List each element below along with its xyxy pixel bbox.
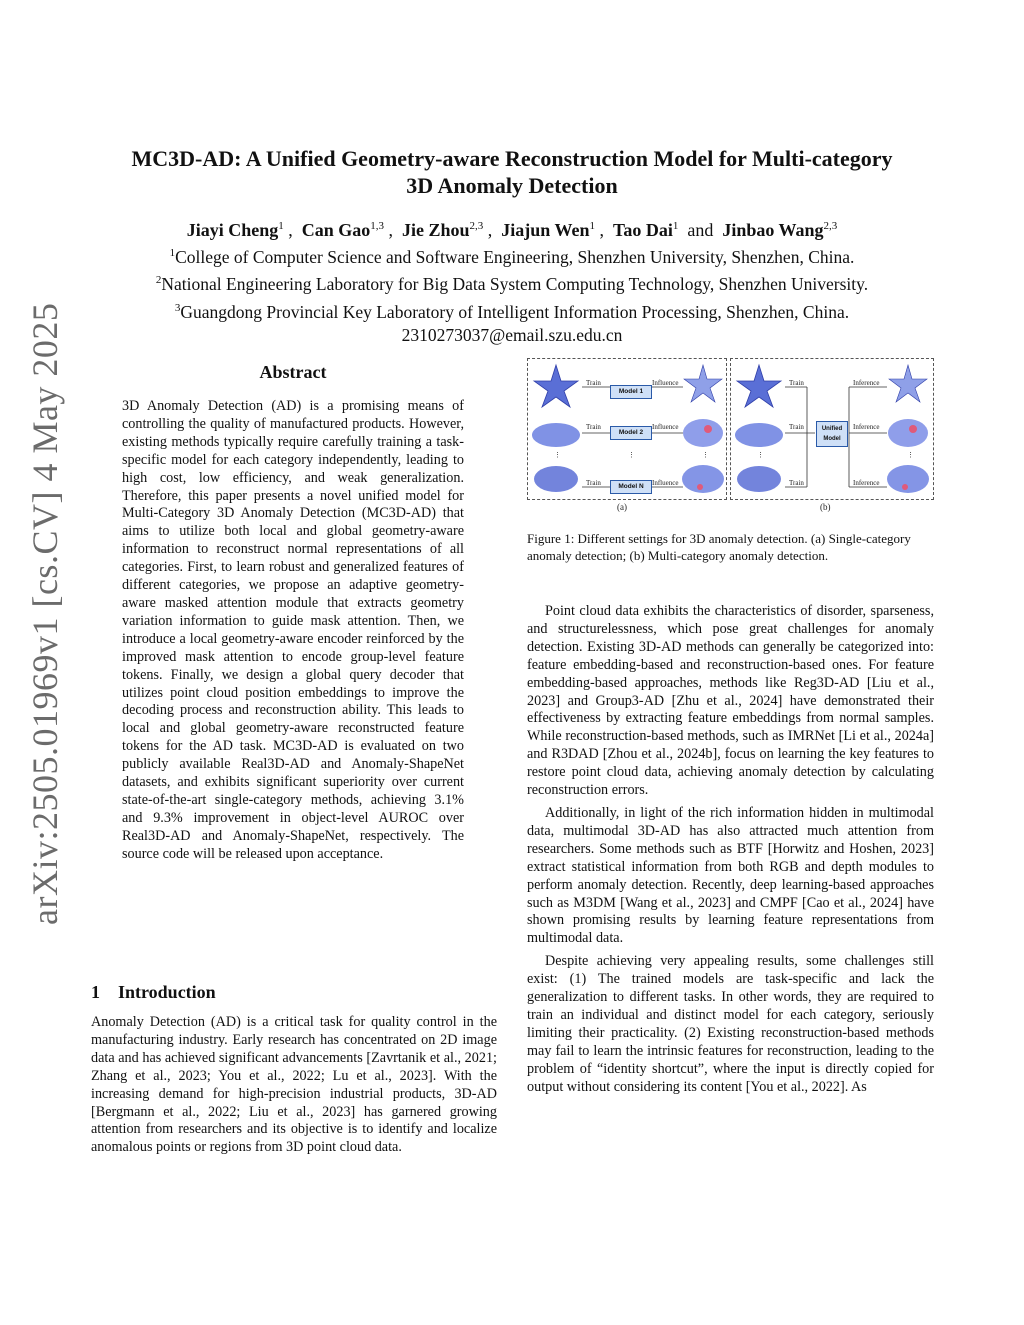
author-and: and [687, 220, 714, 240]
author-name: Jinbao Wang [722, 220, 824, 240]
affiliation-text: National Engineering Laboratory for Big Data System Computing Technology, Shenzhen University. [161, 274, 869, 295]
point-cloud-shape [682, 465, 724, 493]
anomaly-spot [909, 425, 917, 433]
influence-label: Influence [652, 479, 679, 487]
author-sup: 1 [278, 220, 284, 232]
body-paragraph: Additionally, in light of the rich information hidden in multimodal data, multimodal 3D-AD has also attracted much attention from researchers. Some methods such as BTF [Horwitz and Hoshen, 2023] extract statistical information from both RGB and depth modules to perform anomaly detection. Recently, deep learning-based approaches such as M3DM [Wang et al., 2023] and CMPF [Cao et al., 2024] have shown promising results by learning feature representations from multimodal data. [527, 804, 934, 947]
body-paragraph: Despite achieving very appealing results, some challenges still exist: (1) The trained models are task-specific and lack the generalization to different tasks. In other words, they are required to train an individual and distinct model for each category, seriously limiting their practicality. (2) Existing reconstruction-based methods may fail to learn the intrinsic features for reconstruction, leading to the problem of “identity shortcut”, where the input is directly copied for output without considering its content [You et al., 2022]. As [527, 953, 934, 1095]
ellipsis: ⋮ [757, 451, 764, 459]
train-label: Train [789, 379, 804, 387]
figure-panel-a [527, 358, 727, 500]
point-cloud-shape [888, 419, 928, 447]
point-cloud-shape [737, 466, 781, 492]
section-heading [91, 982, 234, 1003]
title-line-2: 3D Anomaly Detection [406, 173, 618, 198]
ellipsis: ⋮ [554, 451, 561, 459]
affiliation-text: Guangdong Provincial Key Laboratory of Intelligent Information Processing, Shenzhen, China. [180, 301, 850, 322]
point-cloud-shape [887, 465, 929, 493]
abstract-text: 3D Anomaly Detection (AD) is a promising means of controlling the quality of manufactured products. However, existing methods typically require carefully training a task-specific model for each category independently, leading to high cost, low efficiency, and weak generalization. Therefore, this paper presents a novel unified model for Multi-Category 3D Anomaly Detection (MC3D-AD) that aims to utilize both local and global geometry-aware information to reconstruct normal representations of all categories. First, to learn robust and generalized features of different categories, we propose an adaptive geometry-aware masked attention module that extracts geometry variation information to guide mask attention. Then, we introduce a local geometry-aware encoder reinforced by the improved mask attention to encode group-level feature tokens. Finally, we design a global query decoder that utilizes point cloud position embeddings to improve the decoding process and reconstruction ability. This leads to local and global geometry-aware reconstructed feature tokens for the AD task. MC3D-AD is evaluated on two publicly available Real3D-AD and Anomaly-ShapeNet datasets, and exhibits significant superiority over current state-of-the-art single-category methods, achieving 3.1% and 9.3% improvement in object-level AUROC over Real3D-AD and Anomaly-ShapeNet, respectively. The source code will be released upon acceptance. [122, 398, 464, 862]
affiliation-text: College of Computer Science and Software Engineering, Shenzhen University, Shenzhen, China. [175, 246, 855, 267]
author-sup: 2,3 [823, 220, 838, 232]
figure-1 [527, 358, 934, 516]
star-shape [534, 365, 578, 407]
inference-label: Inference [853, 479, 880, 487]
author-name: Can Gao [301, 220, 371, 240]
unified-label: Unified [821, 426, 843, 432]
author-name: Jiajun Wen [501, 220, 590, 240]
affiliation-sup: 3 [174, 301, 181, 314]
model-1-box: Model 1 [610, 385, 652, 399]
author-email: 2310273037@email.szu.edu.cn [401, 324, 623, 345]
title-line-1: MC3D-AD: A Unified Geometry-aware Reconstruction Model for Multi-category [131, 146, 893, 171]
unified-label: Model [823, 436, 841, 442]
model-n-box: Model N [610, 480, 652, 494]
affiliations [80, 242, 944, 347]
figure-caption: Figure 1: Different settings for 3D anomaly detection. (a) Single-category anomaly detection; (b) Multi-category anomaly detection. [527, 531, 911, 563]
affiliation-sup: 1 [169, 247, 176, 259]
point-cloud-shape [532, 423, 580, 447]
inference-label: Inference [853, 379, 880, 387]
star-shape [737, 365, 781, 407]
anomaly-spot [902, 484, 908, 490]
figure-panel-b [730, 358, 934, 500]
affiliation [80, 269, 944, 296]
arxiv-identifier: arXiv:2505.01969v1 [cs.CV] 4 May 2025 [25, 302, 65, 925]
right-column [527, 603, 934, 1101]
star-shape [889, 365, 927, 402]
author-sup: 2,3 [469, 220, 484, 232]
affiliation-sup: 2 [155, 274, 162, 287]
ellipsis: ⋮ [702, 451, 709, 459]
author-sup: 1 [672, 220, 679, 232]
point-cloud-shape [683, 419, 723, 447]
ellipsis: ⋮ [907, 451, 914, 459]
anomaly-spot [704, 425, 712, 433]
train-label: Train [789, 423, 804, 431]
influence-label: Influence [652, 379, 679, 387]
abstract-heading: Abstract [259, 362, 327, 382]
affiliation [80, 297, 944, 324]
author-name: Jiayi Cheng [186, 220, 279, 240]
author-name: Tao Dai [612, 220, 673, 240]
panel-a-label: (a) [617, 502, 627, 512]
author-name: Jie Zhou [401, 220, 470, 240]
star-shape [684, 365, 722, 402]
train-label: Train [789, 479, 804, 487]
author-sup: 1,3 [370, 220, 384, 232]
panel-b-label: (b) [820, 502, 831, 512]
point-cloud-shape [735, 423, 783, 447]
paper-title [80, 145, 944, 199]
author-sup: 1 [589, 220, 595, 232]
model-2-box: Model 2 [610, 426, 652, 440]
train-label: Train [586, 379, 601, 387]
intro-paragraph: Anomaly Detection (AD) is a critical task for quality control in the manufacturing industry. Early research has concentrated on 2D image data and has achieved significant advancements [Zavrtanik et al., 2021; Zhang et al., 2023; You et al., 2022; Lu et al., 2023]. With the increasing demand for high-precision industrial products, 3D-AD [Bergmann et al., 2022; Liu et al., 2023] has garnered growing attention from researchers and its objective is to identify and localize anomalous points or regions from 3D point cloud data. [91, 1014, 497, 1156]
anomaly-spot [697, 484, 703, 490]
section-number: 1 [91, 982, 100, 1002]
ellipsis: ⋮ [628, 451, 635, 459]
train-label: Train [586, 423, 601, 431]
author-list: Jiayi Cheng$^1$ , Can Gao$^{1,3}$ , Jie Zhou$^{2,3}$ , Jiajun Wen$^1$ , Tao Dai$^1$ and Jinbao Wang$^{2,3}$ [186, 220, 838, 240]
point-cloud-shape [534, 466, 578, 492]
affiliation [80, 242, 944, 269]
section-title: Introduction [118, 982, 216, 1002]
inference-label: Inference [853, 423, 880, 431]
unified-model-box [816, 421, 848, 447]
influence-label: Influence [652, 423, 679, 431]
train-label: Train [586, 479, 601, 487]
body-paragraph: Point cloud data exhibits the characteristics of disorder, sparseness, and structurelessness, which pose great challenges for anomaly detection. Existing 3D-AD methods can generally be categorized into: feature embedding-based and reconstruction-based ones. For feature embedding-based approaches, methods like Reg3D-AD [Liu et al., 2023] and Group3-AD [Zhu et al., 2024] have demonstrated their effectiveness by extracting feature embeddings from normal samples. While reconstruction-based methods, such as IMRNet [Li et al., 2024a] and R3DAD [Zhou et al., 2024b], focus on learning the key features to restore point cloud data, achieving anomaly detection by calculating reconstruction errors. [527, 603, 934, 799]
